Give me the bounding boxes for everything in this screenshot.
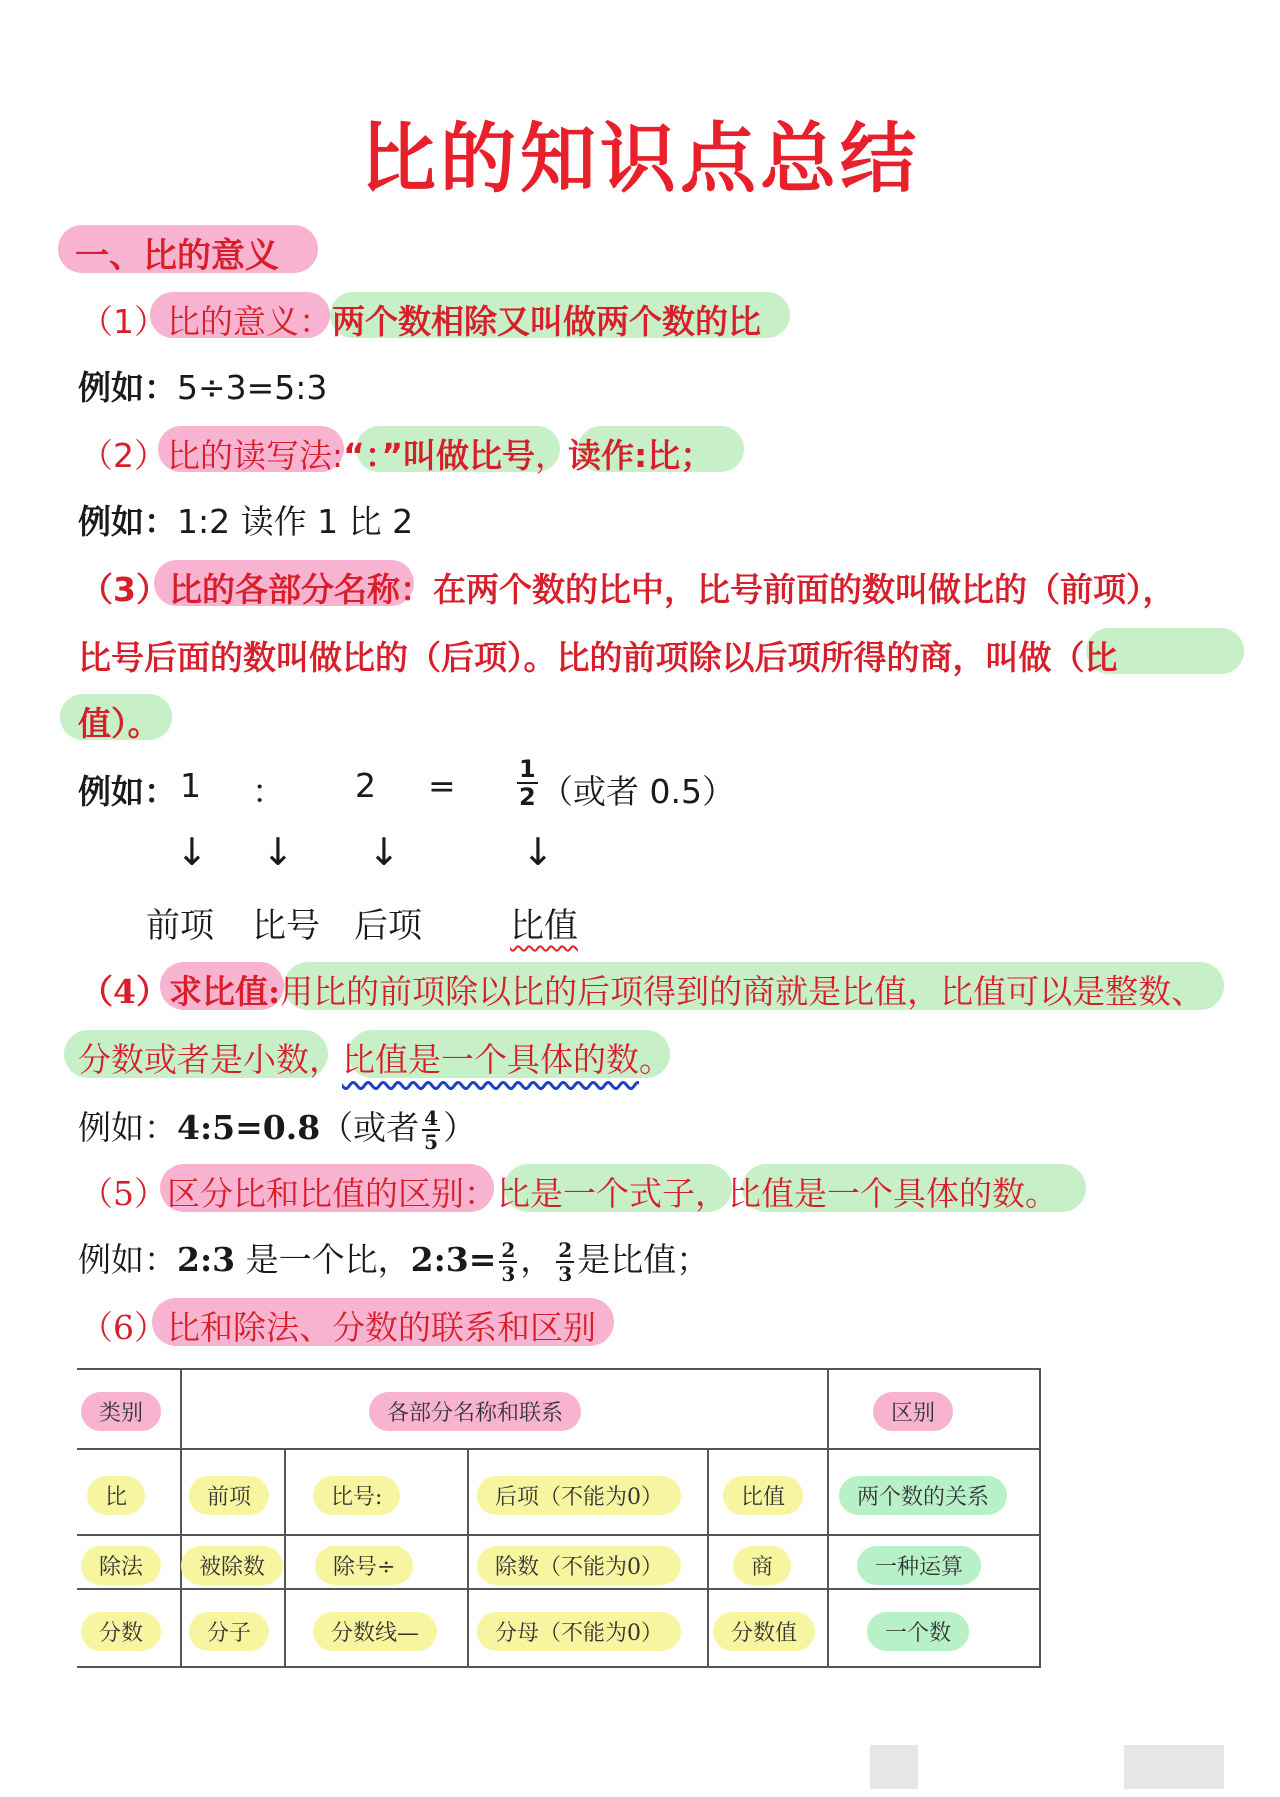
table-divider bbox=[77, 1448, 1041, 1450]
label-ratio-sign: 比号 bbox=[252, 906, 320, 946]
comparison-table bbox=[77, 1368, 1041, 1668]
point-4-label: （4）求比值: bbox=[80, 972, 281, 1011]
fraction-denominator: 3 bbox=[501, 1262, 516, 1286]
fraction-numerator: 2 bbox=[501, 1238, 516, 1262]
down-arrow-icon: ↓ bbox=[368, 830, 400, 874]
table-cell: 除法 bbox=[81, 1546, 161, 1585]
point-6: （6）比和除法、分数的联系和区别 bbox=[80, 1308, 596, 1347]
table-header-category: 类别 bbox=[81, 1392, 161, 1431]
point-2-sep: ， bbox=[535, 436, 569, 475]
table-divider bbox=[284, 1450, 286, 1668]
point-4-text-b3: 。 bbox=[639, 1040, 672, 1079]
table-cell: 分数 bbox=[81, 1612, 161, 1651]
decorative-block bbox=[870, 1745, 918, 1789]
point-3-label: （3）比的各部分名称： bbox=[80, 570, 433, 609]
example-text: 1:2 读作 1 比 2 bbox=[177, 502, 414, 541]
example-3-a: 1 bbox=[180, 766, 201, 805]
table-cell: 分数值 bbox=[713, 1612, 815, 1651]
point-3-text-a: 在两个数的比中，比号前面的数叫做比的（前项）， bbox=[432, 570, 1176, 609]
table-cell: 比号: bbox=[313, 1476, 400, 1515]
section-heading-text: 一、比的意义 bbox=[75, 236, 279, 276]
point-5-text-1: 比是一个式子， bbox=[497, 1174, 728, 1213]
point-2-text-1: “：”叫做比号 bbox=[343, 436, 536, 475]
example-3-fraction bbox=[514, 756, 541, 810]
point-3-line-2: 比号后面的数叫做比的（后项）。比的前项除以后项所得的商，叫做（比 bbox=[78, 638, 1118, 677]
example-eq: 2:3= bbox=[410, 1240, 497, 1279]
table-cell: 分数线— bbox=[313, 1612, 437, 1651]
table-cell: 比 bbox=[87, 1476, 145, 1515]
example-3-b: 2 bbox=[355, 766, 376, 805]
point-4-text-a: 用比的前项除以比的后项得到的商就是比值，比值可以是整数、 bbox=[280, 972, 1205, 1011]
table-divider bbox=[180, 1370, 182, 1668]
point-5 bbox=[80, 1168, 1058, 1215]
example-4 bbox=[78, 1102, 476, 1153]
point-3-line-3: 值）。 bbox=[78, 704, 161, 743]
table-cell: 一种运算 bbox=[857, 1546, 981, 1585]
down-arrow-icon: ↓ bbox=[262, 830, 294, 874]
table-divider bbox=[707, 1450, 709, 1668]
table-divider bbox=[467, 1450, 469, 1668]
table-cell: 一个数 bbox=[867, 1612, 969, 1651]
example-prefix: 例如： bbox=[78, 368, 177, 407]
point-5-label: （5）区分比和比值的区别： bbox=[80, 1174, 497, 1213]
table-cell: 被除数 bbox=[181, 1546, 283, 1585]
point-2 bbox=[80, 430, 713, 477]
example-text: 5÷3=5:3 bbox=[177, 368, 328, 407]
table-header-parts: 各部分名称和联系 bbox=[369, 1392, 581, 1431]
example-or: （或者 bbox=[320, 1108, 420, 1147]
table-divider bbox=[77, 1666, 1041, 1668]
example-ratio: 2:3 bbox=[177, 1240, 236, 1279]
table-divider bbox=[77, 1534, 1041, 1536]
example-close: ） bbox=[443, 1108, 477, 1147]
example-2 bbox=[78, 496, 413, 543]
point-2-label: （2）比的读写法: bbox=[80, 436, 344, 475]
label-antecedent: 前项 bbox=[146, 906, 214, 946]
table-cell: 商 bbox=[733, 1546, 791, 1585]
fraction-denominator: 2 bbox=[519, 783, 536, 811]
fraction-numerator: 4 bbox=[424, 1106, 439, 1130]
example-3-eq: = bbox=[428, 766, 456, 805]
table-cell: 除数（不能为0） bbox=[477, 1546, 681, 1585]
point-4-text-b1: 分数或者是小数， bbox=[78, 1040, 342, 1079]
table-header-diff: 区别 bbox=[873, 1392, 953, 1431]
example-3-prefix: 例如： bbox=[78, 772, 177, 811]
table-divider bbox=[1039, 1370, 1041, 1668]
table-divider bbox=[827, 1370, 829, 1668]
point-1 bbox=[80, 296, 761, 343]
label-ratio-value: 比值 bbox=[510, 906, 578, 946]
table-cell: 分子 bbox=[189, 1612, 269, 1651]
table-cell: 前项 bbox=[189, 1476, 269, 1515]
point-4-line-2 bbox=[78, 1034, 672, 1081]
table-cell: 后项（不能为0） bbox=[477, 1476, 681, 1515]
table-cell: 分母（不能为0） bbox=[477, 1612, 681, 1651]
example-value-text: 是比值； bbox=[577, 1240, 710, 1279]
point-5-text-2: 比值是一个具体的数。 bbox=[728, 1174, 1058, 1213]
page-title: 比的知识点总结 bbox=[360, 114, 920, 203]
example-5 bbox=[78, 1234, 709, 1285]
fraction-denominator: 5 bbox=[424, 1130, 439, 1154]
example-sep: ， bbox=[520, 1240, 554, 1279]
table-cell: 两个数的关系 bbox=[839, 1476, 1007, 1515]
table-cell: 除号÷ bbox=[315, 1546, 413, 1585]
point-3-line-1 bbox=[80, 564, 1175, 611]
point-2-text-2: 读作:比； bbox=[568, 436, 714, 475]
table-divider bbox=[77, 1588, 1041, 1590]
example-prefix: 例如： bbox=[78, 502, 177, 541]
example-3-tail: （或者 0.5） bbox=[540, 772, 735, 811]
down-arrow-icon: ↓ bbox=[176, 830, 208, 874]
example-ratio-text: 是一个比， bbox=[235, 1240, 411, 1279]
point-4-text-b2: 比值是一个具体的数 bbox=[342, 1040, 639, 1079]
example-1 bbox=[78, 362, 327, 409]
down-arrow-icon: ↓ bbox=[522, 830, 554, 874]
point-1-label: （1）比的意义： bbox=[80, 302, 332, 341]
table-cell: 比值 bbox=[723, 1476, 803, 1515]
example-prefix: 例如： bbox=[78, 1240, 177, 1279]
fraction-denominator: 3 bbox=[558, 1262, 573, 1286]
example-prefix: 例如： bbox=[78, 1108, 177, 1147]
point-1-text: 两个数相除又叫做两个数的比 bbox=[332, 302, 761, 341]
example-3-colon: ： bbox=[252, 772, 285, 811]
example-expr: 4:5=0.8 bbox=[177, 1108, 321, 1147]
point-4-line-1 bbox=[80, 966, 1204, 1013]
decorative-block bbox=[1124, 1745, 1224, 1789]
fraction-numerator: 1 bbox=[519, 755, 536, 783]
fraction-numerator: 2 bbox=[558, 1238, 573, 1262]
label-consequent: 后项 bbox=[354, 906, 422, 946]
